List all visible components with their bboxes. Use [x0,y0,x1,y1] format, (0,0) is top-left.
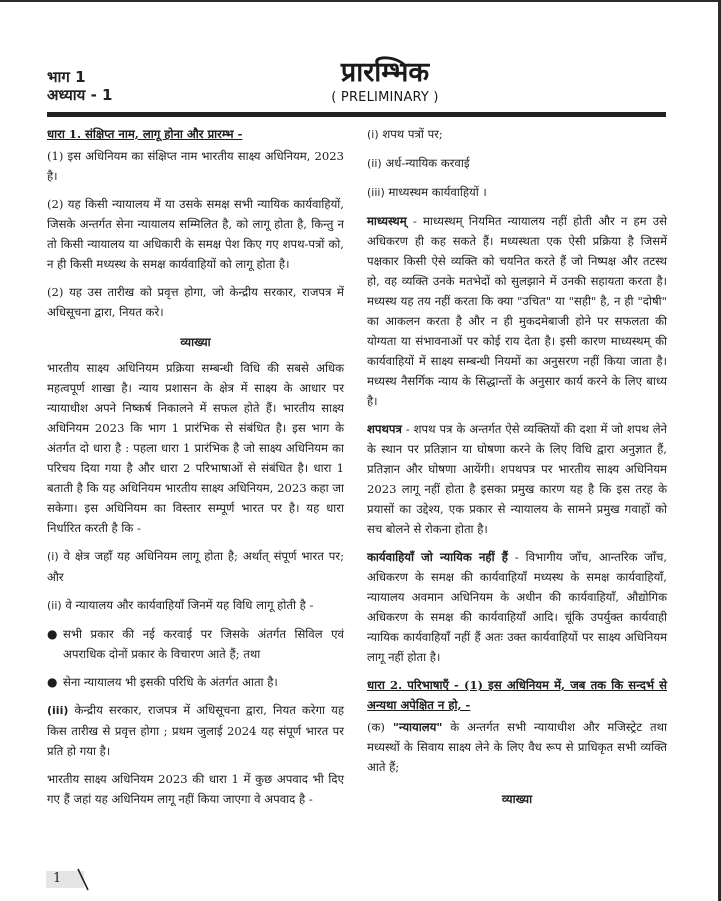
list-item-text: माध्यस्थम कार्यवाहियों । [388,185,487,199]
page-number-slash-icon [76,868,96,892]
bullet-text: सभी प्रकार की नई करवाई पर जिसके अंतर्गत सिविल एवं अपराधिक दोनों प्रकार के विचारण आते हैं; तथा [63,627,344,661]
list-item-text: वे न्यायालय और कार्यवाहियाँ जिनमें यह विधि लागू होती है - [65,598,314,612]
term-text: - शपथ पत्र के अन्तर्गत ऐसे व्यक्तियों की दशा में जो शपथ लेने के स्थान पर प्रतिज्ञान या घोषणा करने के लिए विधि द्वारा अनुज्ञात हैं, प्रतिज्ञान और घोषणा आयेंगी। शपथपत्र पर भारतीय साक्ष्य अधिनियम 2023 लागू नहीं होता है इसका प्रमुख कारण यह है कि इस तरह के प्रयासों का उद्देश्य, एक प्रकार से न्यायालय के सामने प्रमुख गवाहों को सच बोलने से रोकना होता है। [367,422,667,536]
bullet-icon: ● [47,627,58,641]
term-text: - माध्यस्थम् नियमित न्यायालय नहीं होती और न हम उसे अधिकरण ही कह सकते हैं। मध्यस्थता एक ऐसी प्रक्रिया है जिसमें पक्षकार किसी ऐसे व्यक्ति को चयनित करते हैं जो निष्पक्ष और तटस्थ हो, वह व्यक्ति उनके मतभेदों को सुलझाने में उनकी सहायता करता है। मध्यस्थ यह तय नहीं करता कि क्या "उचित" या "सही" है, न ही "दोषी" का आकलन करता है और न ही मुकदमेबाजी होने पर सफलता की योग्यता या संभावनाओं पर कोई राय देता है। इसी कारण माध्यस्थम् की कार्यवाहियों में साक्ष्य सम्बन्धी नियमों का अनुसरण नहीं किया जाता है। मध्यस्थ नैसर्गिक न्याय के सिद्धान्तों के अनुसार कार्य करने के लिए बाध्य है। [367,214,667,408]
page-header [47,57,485,114]
list-item-label: (ii) [47,599,62,612]
court-definition [367,717,667,777]
bullet-text: सेना न्यायालय भी इसकी परिधि के अंतर्गत आता है। [63,675,278,689]
term: कार्यवाहियाँ जो न्यायिक नहीं हैं [367,550,508,564]
arbitration-paragraph [367,211,667,411]
paragraph: (2) यह किसी न्यायालय में या उसके समक्ष सभी न्यायिक कार्यवाहियों, जिसके अन्तर्गत सेना न्यायालय सम्मिलित है, को लागू होता है, किन्तु न तो किसी न्यायालय या अधिकारी के समक्ष पेश किए गए शपथ-पत्रों को, न ही किसी मध्यस्थ के समक्ष कार्यवाहियों को लागू होता है। [47,197,344,271]
list-item-text: शपथ पत्रों पर; [382,127,443,141]
top-border [0,0,721,2]
right-column [367,124,667,815]
list-item-label: (iii) [47,704,69,717]
paragraph: (2) यह उस तारीख को प्रवृत्त होगा, जो केन्द्रीय सरकार, राजपत्र में अधिसूचना द्वारा, नियत करे। [47,285,344,319]
term-text: के अन्तर्गत सभी न्यायाधीश और मजिस्ट्रेट तथा मध्यस्थों के सिवाय साक्ष्य लेने के लिए वैध रूप से प्राधिकृत सभी व्यक्ति आते हैं; [367,720,667,774]
list-item [367,124,667,145]
paragraph: भारतीय साक्ष्य अधिनियम 2023 की धारा 1 में कुछ अपवाद भी दिए गए हैं जहां यह अधिनियम लागू नहीं किया जाएगा वे अपवाद है - [47,772,344,806]
part-label: भाग 1 [47,68,86,86]
nonjudicial-paragraph [367,547,667,667]
list-item-label: (ii) [367,157,382,170]
list-item-label: (i) [47,550,59,563]
term: शपथपत्र [367,422,402,436]
section-2-heading: धारा 2. परिभाषाएँ - (1) इस अधिनियम में, जब तक कि सन्दर्भ से अन्यथा अपेक्षित न हो, - [367,678,667,712]
chapter-subtitle: ( PRELIMINARY ) [331,90,439,105]
list-item-label: (i) [367,128,379,141]
term: "न्यायालय" [392,720,443,734]
bullet-item [47,624,344,664]
chapter-title: प्रारम्भिक [340,57,430,88]
definition-prefix: (क) [367,720,393,734]
list-item-label: (iii) [367,186,385,199]
section-1-heading: धारा 1. संक्षिप्त नाम, लागू होना और प्रारम्भ - [47,127,243,141]
list-item [367,153,667,174]
paragraph: भारतीय साक्ष्य अधिनियम प्रक्रिया सम्बन्धी विधि की सबसे अधिक महत्वपूर्ण शाखा है। न्याय प्रशासन के क्षेत्र में साक्ष्य के आधार पर न्यायाधीश अपने निष्कर्ष निकालने में सफल होते हैं। भारतीय साक्ष्य अधिनियम 2023 कि भाग 1 प्रारंभिक से संबंधित है। इस भाग के अंतर्गत दो धारा है : पहला धारा 1 प्रारंभिक है जो साक्ष्य अधिनियम का परिचय दिया गया है और धारा 2 परिभाषाओं से संबंधित है। धारा 1 बताती है कि यह अधिनियम भारतीय साक्ष्य अधिनियम, 2023 कहा जा सकेगा। इस अधिनियम का विस्तार सम्पूर्ण भारत पर है। यह धारा निर्धारित करती है कि - [47,361,344,535]
list-item-text: अर्ध-न्यायिक करवाई [385,156,470,170]
list-item [47,546,344,587]
chapter-label: अध्याय - 1 [47,86,113,104]
list-item [47,595,344,616]
bullet-item [47,672,344,692]
explanation-heading: व्याख्या [180,335,211,349]
affidavit-paragraph [367,419,667,539]
list-item-text: वे क्षेत्र जहाँ यह अधिनियम लागू होता है; अर्थात् संपूर्ण भारत पर; और [47,549,344,584]
left-column [47,124,344,817]
header-rule [47,112,666,117]
list-item [47,700,344,761]
term: माध्यस्थम् [367,214,407,228]
list-item-text: केन्द्रीय सरकार, राजपत्र में अधिसूचना द्वारा, नियत करेगा यह किस तारीख से प्रवृत्त होगा ; प्रथम जुलाई 2024 यह संपूर्ण भारत पर प्रति हो गया है। [47,703,344,758]
paragraph: (1) इस अधिनियम का संक्षिप्त नाम भारतीय साक्ष्य अधिनियम, 2023 है। [47,149,344,183]
explanation-heading: व्याख्या [501,792,533,806]
term-text: - विभागीय जाँच, आन्तरिक जाँच, अधिकरण के समक्ष की कार्यवाहियाँ मध्यस्थ के समक्ष कार्यवाहियाँ, न्यायालय अवमान अधिनियम के अधीन की कार्यवाहियाँ, औद्योगिक अधिकरण के समक्ष की कार्यवाहियाँ आदि। चूंकि उपर्युक्त कार्यवाही न्यायिक कार्यवाहियाँ नहीं हैं अतः उक्त कार्यवाहियों पर साक्ष्य अधिनियम लागू नहीं होता है। [367,550,668,664]
page-number: 1 [53,871,62,886]
list-item [367,182,667,203]
bullet-icon: ● [47,675,58,689]
